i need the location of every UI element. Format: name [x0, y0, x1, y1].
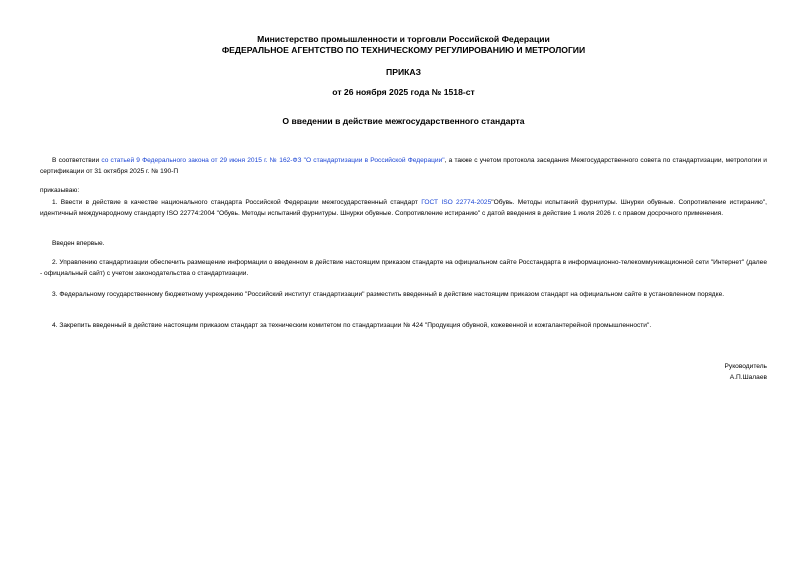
intro-paragraph [40, 156, 767, 177]
ordered-label: приказываю: [40, 187, 80, 194]
item1-text-after: "Обувь. Методы испытаний фурнитуры. Шнурки обувные. Сопротивление истиранию", идентичный международному стандарту ISO 22774:2004 "Обувь. Методы испытаний фурнитуры. Шнурки обувные. Сопротивление истиранию" с датой введения в действие 1 июля 2026 г. с правом досрочного применения. [40, 199, 768, 217]
order-subject: О введении в действие межгосударственного стандарта [282, 116, 525, 126]
agency-name: ФЕДЕРАЛЬНОЕ АГЕНТСТВО ПО ТЕХНИЧЕСКОМУ РЕГУЛИРОВАНИЮ И МЕТРОЛОГИИ [221, 45, 586, 55]
order-item-1 [40, 198, 767, 219]
intro-text-before: В соответствии [52, 157, 102, 164]
federal-law-link[interactable]: со статьей 9 Федерального закона от 29 июня 2015 г. № 162-ФЗ "О стандартизации в Российской Федерации" [101, 157, 445, 164]
item1-text-before: 1. Ввести в действие в качестве национального стандарта Российской Федерации межгосударственный стандарт [52, 199, 422, 206]
order-item-3: 3. Федеральному государственному бюджетному учреждению "Российский институт стандартизации" разместить введенный в действие настоящим приказом стандарт на официальном сайте в установленном порядке. [52, 291, 725, 298]
order-item-2: 2. Управлению стандартизации обеспечить размещение информации о введенном в действие настоящим приказом стандарте на официальном сайте Росстандарта в информационно-телекоммуникационной сети "Интернет" (далее - официальный сайт) с учетом законодательства о стандартизации. [40, 259, 767, 277]
signatory-name: А.П.Шалаев [729, 374, 767, 381]
introduced-first-time-note: Введен впервые. [52, 240, 105, 247]
gost-standard-link[interactable]: ГОСТ ISO 22774-2025 [421, 199, 492, 206]
ministry-name: Министерство промышленности и торговли Российской Федерации [257, 34, 550, 44]
signatory-role: Руководитель [724, 363, 767, 370]
order-item-4: 4. Закрепить введенный в действие настоящим приказом стандарт за техническим комитетом по стандартизации № 424 "Продукция обувной, кожевенной и кожгалантерейной промышленности". [52, 322, 652, 329]
order-date: от 26 ноября 2025 года № 1518-ст [332, 87, 475, 97]
order-title: ПРИКАЗ [386, 67, 421, 77]
intro-text-after: , а также с учетом протокола заседания Межгосударственного совета по стандартизации, метрологии и сертификации от 31 октября 2025 г. № 190-П [40, 157, 767, 175]
